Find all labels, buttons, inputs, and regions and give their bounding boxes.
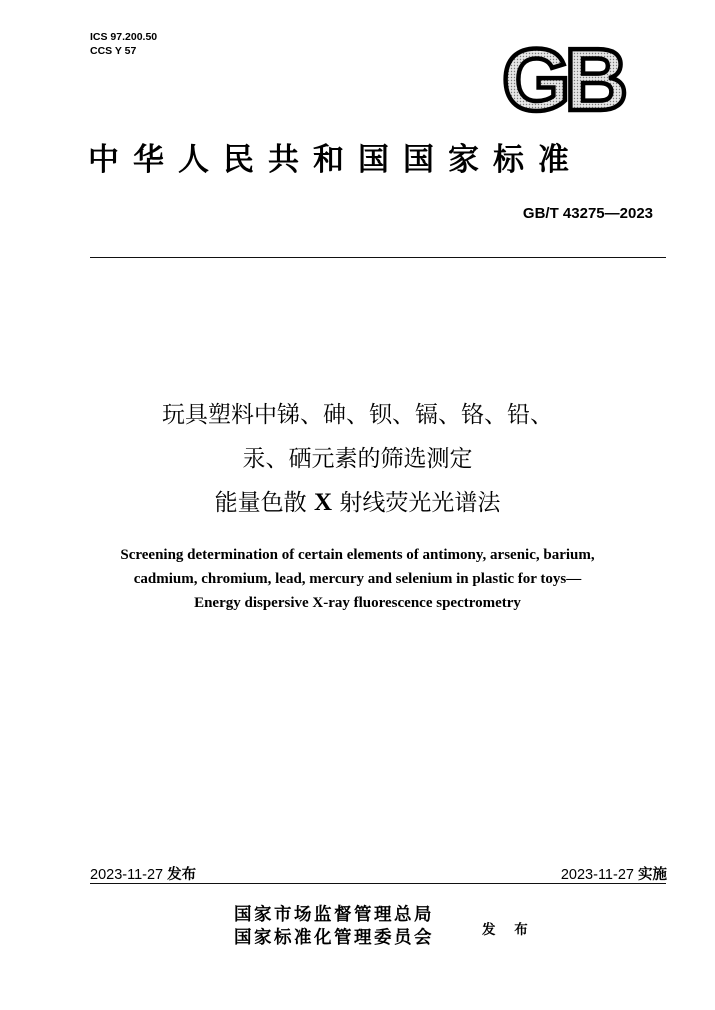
issue-date [90,863,196,884]
gb-logo-icon [486,40,638,118]
issue-date-value: 2023-11-27 [90,867,164,883]
chinese-title-line-3-end: 射线荧光光谱法 [339,490,501,516]
header-divider [90,257,666,258]
footer-divider [90,883,666,884]
issuer-sac: 国家标准化管理委员会 [234,928,434,948]
implementation-date [561,863,667,884]
chinese-title-line-1: 玩具塑料中锑、砷、钡、镉、铬、铅、 [162,402,553,428]
issue-date-label: 发布 [167,867,197,883]
implementation-date-label: 实施 [638,867,667,883]
chinese-title-line-3 [40,481,675,525]
ics-code: ICS 97.200.50 [90,31,158,43]
chinese-title-line-2: 汞、硒元素的筛选测定 [242,446,473,472]
chinese-title-line-3-start: 能量色散 [214,490,307,516]
english-title-line-2: cadmium, chromium, lead, mercury and selenium in plastic for toys— [133,571,582,587]
classification-codes [90,30,157,58]
standard-number: GB/T 43275—2023 [522,205,653,222]
english-title-line-1: Screening determination of certain elements of antimony, arsenic, barium, [120,547,595,563]
issuing-authorities [234,904,434,950]
issued-label: 发 布 [482,922,535,938]
english-title [40,543,675,615]
english-title-line-3: Energy dispersive X-ray fluorescence spectrometry [194,595,521,611]
issuer-samr: 国家市场监督管理总局 [234,905,434,925]
national-standard-heading: 中华人民共和国国家标准 [88,142,583,178]
chinese-title-x-letter: X [313,489,333,516]
implementation-date-value: 2023-11-27 [560,867,634,883]
ccs-code: CCS Y 57 [90,45,137,57]
gb-logo-letters: GB [502,40,622,118]
chinese-title [40,393,675,525]
